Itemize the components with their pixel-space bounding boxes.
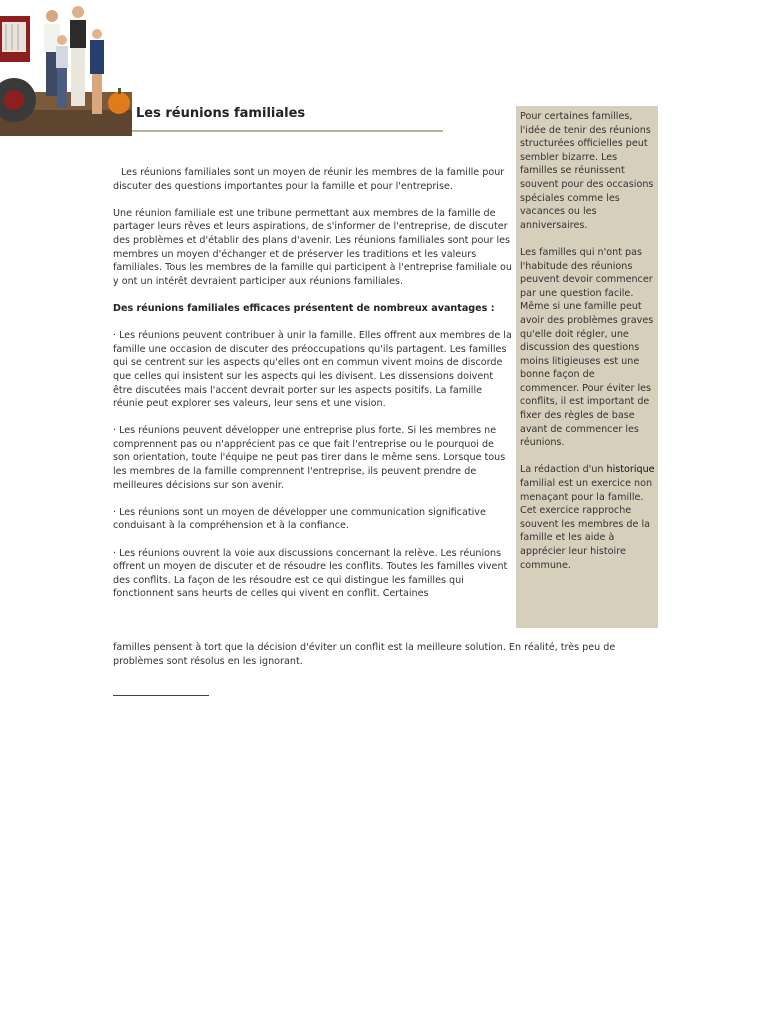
page-title: Les réunions familiales bbox=[136, 106, 306, 121]
intro-paragraph: Les réunions familiales sont un moyen de réunir les membres de la famille pour discuter des questions importantes pour la famille et pour l'entreprise. bbox=[113, 167, 505, 192]
sidebar-paragraph-3 bbox=[520, 463, 655, 572]
sidebar-text: La rédaction d'un bbox=[520, 464, 604, 476]
bullet-continuation: familles pensent à tort que la décision d'éviter un conflit est la meilleure solution. En réalité, très peu de problèmes sont résolus en les ignorant. bbox=[113, 642, 616, 667]
main-content bbox=[113, 166, 513, 615]
sidebar-paragraph-1: Pour certaines familles, l'idée de tenir des réunions structurées officielles peut sembler bizarre. Les familles se réunissent souvent pour des occasions spéciales comme les vacances ou les anniversaires. bbox=[520, 111, 654, 231]
sidebar-paragraph-2: Les familles qui n'ont pas l'habitude des réunions peuvent devoir commencer par une question facile. Même si une famille peut avoir des problèmes graves qu'elle doit régler, une discussion des questions moins litigieuses est une bonne façon de commencer. Pour éviter les conflits, il est important de fixer des règles de base avant de commencer les réunions. bbox=[520, 246, 654, 449]
bullet-item: · Les réunions sont un moyen de développer une communication significative conduisant à la compréhension et à la confiance. bbox=[113, 506, 486, 532]
sidebar-box bbox=[516, 106, 658, 628]
title-divider bbox=[132, 130, 443, 132]
historique-link[interactable]: historique bbox=[606, 464, 655, 476]
sidebar-text: familial est un exercice non menaçant pour la famille. Cet exercice rapproche souvent les membres de la famille et les aide à apprécier leur histoire commune. bbox=[520, 478, 653, 571]
bullet-item: · Les réunions ouvrent la voie aux discussions concernant la relève. Les réunions offrent un moyen de discuter et de résoudre les conflits. Toutes les familles vivent des conflits. La façon de les résoudre est ce qui distingue les familles qui fonctionnent sans heurts de celles qui vivent en conflit. Certaines bbox=[113, 547, 508, 600]
advantages-heading: Des réunions familiales efficaces présentent de nombreux avantages : bbox=[113, 302, 495, 314]
family-photo bbox=[0, 0, 132, 136]
footnote-rule bbox=[113, 695, 209, 696]
bullet-item: · Les réunions peuvent développer une entreprise plus forte. Si les membres ne comprennent pas ou n'apprécient pas ce que fait l'entreprise ou le pourquoi de son orientation, toute l'équipe ne peut pas tirer dans le même sens. Lorsque tous les membres de la famille comprennent l'entreprise, ils peuvent prendre de meilleures décisions sur son avenir. bbox=[113, 425, 506, 491]
bullet-item: · Les réunions peuvent contribuer à unir la famille. Elles offrent aux membres de la famille une occasion de discuter des préoccupations qu'ils partagent. Les familles qui se centrent sur les aspects qu'elles ont en commun vivent moins de discorde que celles qui insistent sur les aspects qui les divisent. Les dissensions doivent être discutées mais l'accent devrait porter sur les aspects positifs. La famille réunie peut explorer ses valeurs, leur sens et une vision. bbox=[113, 330, 512, 410]
definition-paragraph: Une réunion familiale est une tribune permettant aux membres de la famille de partager leurs rêves et leurs aspirations, de s'informer de l'entreprise, de discuter des problèmes et d'établir des plans d'avenir. Les réunions familiales sont pour les membres un moyen d'échanger et de préserver les traditions et les valeurs familiales. Tous les membres de la famille qui participent à l'entreprise familiale ou y ont un intérêt devraient participer aux réunions familiales. bbox=[113, 207, 512, 287]
